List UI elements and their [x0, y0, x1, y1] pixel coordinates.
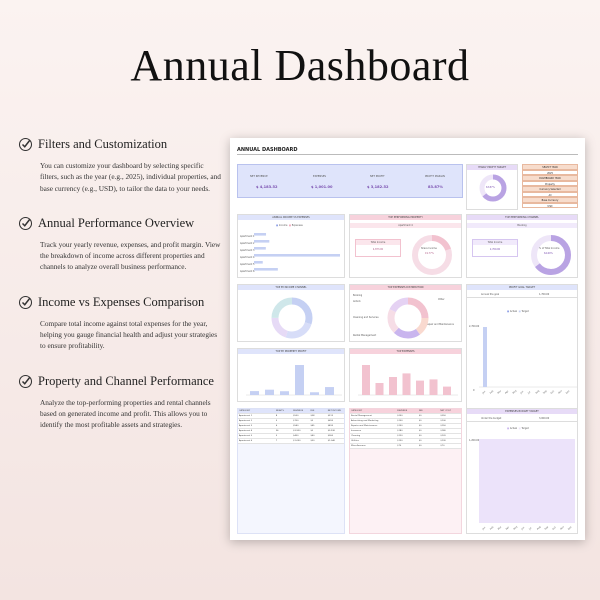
feature-description: Track your yearly revenue, expenses, and profit margin. View the breakdown of income across different properties and channels to analyze overall business performance. — [40, 239, 221, 272]
income-channels-panel — [237, 284, 345, 342]
table-cell: Cleaning — [351, 435, 361, 437]
panel-header: TOP EXPENSES DISTRIBUTION — [350, 285, 461, 290]
table-cell: $0 — [418, 440, 422, 442]
channel-income-card: Total Income 2,700.00 — [472, 239, 518, 257]
table-cell: Rental Management — [351, 415, 372, 417]
expense-bar — [443, 387, 451, 395]
table-cell: $0 — [418, 425, 422, 427]
yearly-target-panel — [466, 164, 518, 210]
panel-header: TOP PERFORMING CHANNEL — [467, 215, 577, 220]
income-card: Total Income 4,873.00 — [355, 239, 401, 257]
month-label: May — [511, 389, 518, 395]
check-circle-icon — [18, 374, 33, 389]
filter-field[interactable]: Currency Selected — [522, 186, 578, 192]
table-header-cell: FEE — [310, 410, 315, 412]
top-property-name: Apartment 4 — [350, 223, 461, 228]
feature-description: You can customize your dashboard by selecting specific filters, such as the year (e.g., 2025), individual properties, and base currency (e.g., USD), to tailor the data to your needs. — [40, 161, 221, 193]
dashboard-sheet — [230, 138, 585, 540]
table-header-cell: FEE — [418, 410, 423, 412]
table-cell: $250 — [440, 415, 446, 417]
table-cell: $180 — [440, 430, 446, 432]
income-bar — [254, 233, 266, 236]
panel-header: TOP BY INCOME CHANNEL — [238, 285, 344, 290]
expense-category-bars — [358, 359, 458, 399]
month-label: May — [512, 525, 519, 531]
panel-header: ANNUAL INCOME VS EXPENSES — [238, 215, 344, 220]
table-header-cell: REVENUE — [293, 410, 304, 412]
table-cell: $120 — [397, 435, 403, 437]
expense-bar — [376, 383, 384, 395]
yearly-target-value: 63.87% — [486, 186, 495, 189]
feature-item — [18, 216, 223, 273]
legend: ■ Income ■ Expenses — [276, 224, 303, 227]
table-cell: Apartment 1 — [239, 415, 253, 417]
ring-caption: Share Income — [421, 247, 437, 250]
month-label: Mar — [496, 389, 502, 395]
table-cell: $1,040 — [327, 440, 336, 442]
feature-description: Analyze the top-performing properties and rental channels based on generated income and profit. This allows you to identify the most profitable assets and strategies. — [40, 397, 211, 430]
table-row — [238, 439, 344, 444]
feature-title: Filters and Customization — [38, 137, 168, 151]
table-cell: $0 — [418, 415, 422, 417]
income-bar — [254, 240, 269, 243]
budget-row: Under the budget 3,000.00 — [467, 416, 577, 422]
channel-income-value: 2,700.00 — [489, 248, 501, 251]
donut-label: Airbnb — [353, 300, 361, 303]
kpi-panel — [237, 164, 463, 198]
table-cell: $180 — [397, 430, 403, 432]
kpi-value: $ 1,001.00 — [311, 185, 333, 189]
budget-value: 3,000.00 — [539, 417, 550, 420]
expense-budget-panel — [466, 408, 578, 534]
table-cell: Repairs and Maintenance — [351, 425, 378, 427]
kpi-label: PROFIT MARGIN — [425, 175, 445, 178]
expense-table — [349, 408, 462, 534]
table-cell: $0 — [418, 420, 422, 422]
feature-title: Property and Channel Performance — [38, 373, 214, 388]
check-circle-icon — [18, 295, 33, 310]
table-cell: 5 — [275, 420, 278, 422]
feature-item — [18, 374, 223, 431]
table-cell: $5 — [310, 420, 314, 422]
table-cell: $540 — [293, 425, 299, 427]
feature-title: Income vs Expenses Comparison — [38, 294, 205, 309]
channel-share-value: 64.60% — [544, 252, 553, 255]
expense-bar — [389, 377, 397, 395]
table-cell: $70 — [440, 445, 445, 447]
table-cell: Apartment 3 — [239, 425, 253, 427]
table-cell: $130 — [440, 440, 446, 442]
month-label: Jul — [528, 526, 533, 531]
top-channel-name: Booking — [467, 223, 577, 228]
month-label: Feb — [489, 389, 495, 395]
expense-bar — [430, 379, 438, 395]
table-cell: 8 — [275, 415, 278, 417]
filter-field[interactable]: Base Currency — [522, 197, 578, 203]
table-cell: $360 — [327, 435, 334, 437]
feature-title: Annual Performance Overview — [38, 215, 195, 230]
table-cell: 36 — [275, 430, 279, 432]
month-label: Oct — [549, 389, 555, 395]
table-header-cell: CATEGORY — [351, 410, 363, 412]
table-cell: 7 — [275, 440, 278, 442]
check-circle-icon — [18, 137, 33, 152]
income-vs-expenses-panel — [237, 214, 345, 278]
table-header-cell: NET INCOME — [327, 410, 341, 412]
month-label: Dec — [565, 389, 571, 395]
table-cell: $250 — [397, 415, 403, 417]
feature-item — [18, 295, 223, 352]
table-cell: $45 — [310, 425, 315, 427]
kpi-value: $ 3,182.52 — [367, 185, 389, 189]
axis-label: 1,200.00 — [469, 439, 480, 442]
income-channel-donut — [268, 294, 316, 342]
filter-panel[interactable] — [522, 164, 578, 210]
table-cell: $0 — [418, 435, 422, 437]
donut-label: Booking — [353, 294, 363, 297]
income-bar — [254, 254, 340, 257]
panel-header: PROFIT GOAL TARGET — [467, 285, 577, 290]
property-profit-bars — [246, 359, 342, 399]
table-cell: $400 — [293, 435, 299, 437]
property-income-bars — [254, 231, 344, 275]
expense-bar — [416, 381, 424, 395]
filter-field[interactable]: USD — [522, 203, 578, 209]
table-cell: $100 — [397, 420, 403, 422]
property-profit-bar — [325, 387, 334, 395]
table-cell: Miscellaneous — [351, 445, 366, 447]
table-cell: $120 — [440, 435, 446, 437]
filter-field[interactable]: SELECT YEAR — [522, 164, 578, 170]
table-header-cell: CATEGORY — [239, 410, 251, 412]
check-circle-icon — [18, 216, 33, 231]
expense-budget-chart — [479, 437, 577, 533]
table-cell: $70 — [397, 445, 402, 447]
table-header-cell: NIGHTS — [275, 410, 284, 412]
table-cell: $3,930 — [327, 430, 336, 432]
expense-bar — [403, 373, 411, 395]
month-label: Sep — [543, 525, 550, 531]
panel-header: TOP BY PROPERTY PROFIT — [238, 349, 344, 354]
table-cell: Apartment 4 — [239, 430, 253, 432]
page-title: Annual Dashboard — [130, 41, 470, 90]
donut-label: Cleaning and Services — [353, 316, 379, 319]
month-label: Jun — [520, 526, 526, 531]
property-profit-bar — [265, 390, 274, 395]
kpi-label: NET REVENUE — [250, 175, 268, 178]
property-axis-labels: Apartment 1 Apartment 2 Apartment 3 Apartment 4 Apartment 5 Apartment 6 — [240, 235, 255, 273]
income-card-value: 4,873.00 — [372, 248, 384, 251]
table-cell: Advertising and Marketing — [351, 420, 379, 422]
panel-header: EXPENSES BUDGET TARGET — [467, 409, 577, 414]
monthly-profit-chart — [479, 321, 577, 397]
month-label: Oct — [551, 525, 557, 531]
table-cell: $100 — [440, 420, 446, 422]
axis-label: 0 — [473, 389, 475, 392]
table-header-cell: NET COST — [440, 410, 451, 412]
month-label: Apr — [504, 389, 510, 395]
property-profit-bar — [250, 391, 259, 395]
table-cell: Insurance — [351, 430, 362, 432]
filter-field[interactable]: DASHBOARD YEAR — [522, 175, 578, 181]
month-label: Jul — [527, 390, 532, 395]
month-label: Nov — [557, 389, 563, 395]
property-profit-bar — [310, 392, 319, 395]
month-label: Dec — [567, 525, 573, 531]
profit-bar — [483, 327, 487, 387]
profit-goal-value: 1,700.00 — [539, 293, 550, 296]
property-share-value: 19.77% — [425, 252, 434, 255]
legend: ■ Actual ■ Target — [507, 310, 529, 313]
table-cell: Apartment 5 — [239, 435, 253, 437]
panel-header: TOP EXPENSES — [350, 349, 461, 354]
month-label: Feb — [489, 525, 495, 531]
property-profit-bar — [280, 391, 289, 395]
table-cell: Apartment 2 — [239, 420, 253, 422]
table-row — [350, 444, 461, 449]
donut-label: Rental Management — [353, 334, 377, 337]
table-cell: 6 — [275, 425, 278, 427]
property-profit-panel — [237, 348, 345, 402]
month-label: Sep — [542, 389, 548, 395]
channel-share-ring — [529, 233, 573, 277]
table-cell: $3,930 — [293, 430, 301, 432]
expense-bar — [362, 365, 370, 395]
donut-label: Repair and Maintenance — [426, 323, 454, 326]
month-label: Aug — [536, 525, 542, 531]
table-cell: $38 — [310, 415, 315, 417]
property-profit-bar — [295, 365, 304, 395]
legend: ■ Actual ■ Target — [507, 427, 529, 430]
table-cell: $0 — [418, 445, 422, 447]
budget-target-area — [479, 439, 575, 523]
table-cell: $550 — [293, 415, 299, 417]
filter-field[interactable]: Property — [522, 181, 578, 187]
income-bar — [254, 261, 263, 264]
table-cell: Apartment 6 — [239, 440, 253, 442]
month-label: Mar — [497, 525, 503, 531]
table-cell: $513 — [327, 415, 334, 417]
axis-label: 2,700.00 — [469, 325, 480, 328]
table-cell: $495 — [327, 425, 334, 427]
table-cell: $700 — [293, 420, 299, 422]
month-label: Jan — [481, 526, 487, 531]
kpi-label: EXPENSES — [313, 175, 327, 178]
table-cell: $695 — [327, 420, 334, 422]
table-cell: $150 — [397, 425, 403, 427]
panel-header: TOP PERFORMING PROPERTY — [350, 215, 461, 220]
sheet-title: ANNUAL DASHBOARD — [237, 147, 298, 153]
ring-caption: % of Total Income — [539, 247, 560, 250]
kpi-value: 83.87% — [428, 185, 443, 189]
expense-distribution-donut — [384, 294, 432, 342]
table-cell: $130 — [397, 440, 403, 442]
income-bar — [254, 247, 266, 250]
month-label: Apr — [504, 525, 510, 531]
feature-description: Compare total income against total expenses for the year, helping you gauge financial health and adjust your strategies to ensure profitability. — [40, 318, 218, 351]
month-label: Jun — [519, 390, 525, 395]
table-cell: $150 — [440, 425, 446, 427]
income-bar — [254, 268, 278, 271]
feature-list — [18, 137, 223, 453]
property-table — [237, 408, 345, 534]
table-cell: $0 — [310, 430, 314, 432]
kpi-label: NET PROFIT — [370, 175, 385, 178]
expense-distribution-panel — [349, 284, 462, 342]
expenses-category-panel — [349, 348, 462, 402]
table-cell: $1,090 — [293, 440, 301, 442]
table-cell: $0 — [418, 430, 422, 432]
table-header-cell: REVENUE — [397, 410, 408, 412]
feature-item — [18, 137, 223, 194]
month-label: Nov — [559, 525, 565, 531]
month-label: Aug — [534, 389, 541, 395]
month-label: Jan — [481, 390, 487, 395]
profit-goal-row: Annual the goal 1,700.00 — [467, 292, 577, 298]
top-property-panel — [349, 214, 462, 278]
property-share-ring — [410, 233, 454, 277]
table-cell: 5 — [275, 435, 278, 437]
top-channel-panel — [466, 214, 578, 278]
filter-field[interactable]: 2025 — [522, 170, 578, 176]
kpi-value: $ 4,183.52 — [256, 185, 278, 189]
table-cell: $50 — [310, 440, 315, 442]
table-cell: Utilities — [351, 440, 359, 442]
panel-header: YEARLY PROFIT TARGET — [467, 165, 517, 170]
donut-label: Other — [438, 298, 445, 301]
table-cell: $40 — [310, 435, 315, 437]
filter-field[interactable]: All — [522, 192, 578, 198]
